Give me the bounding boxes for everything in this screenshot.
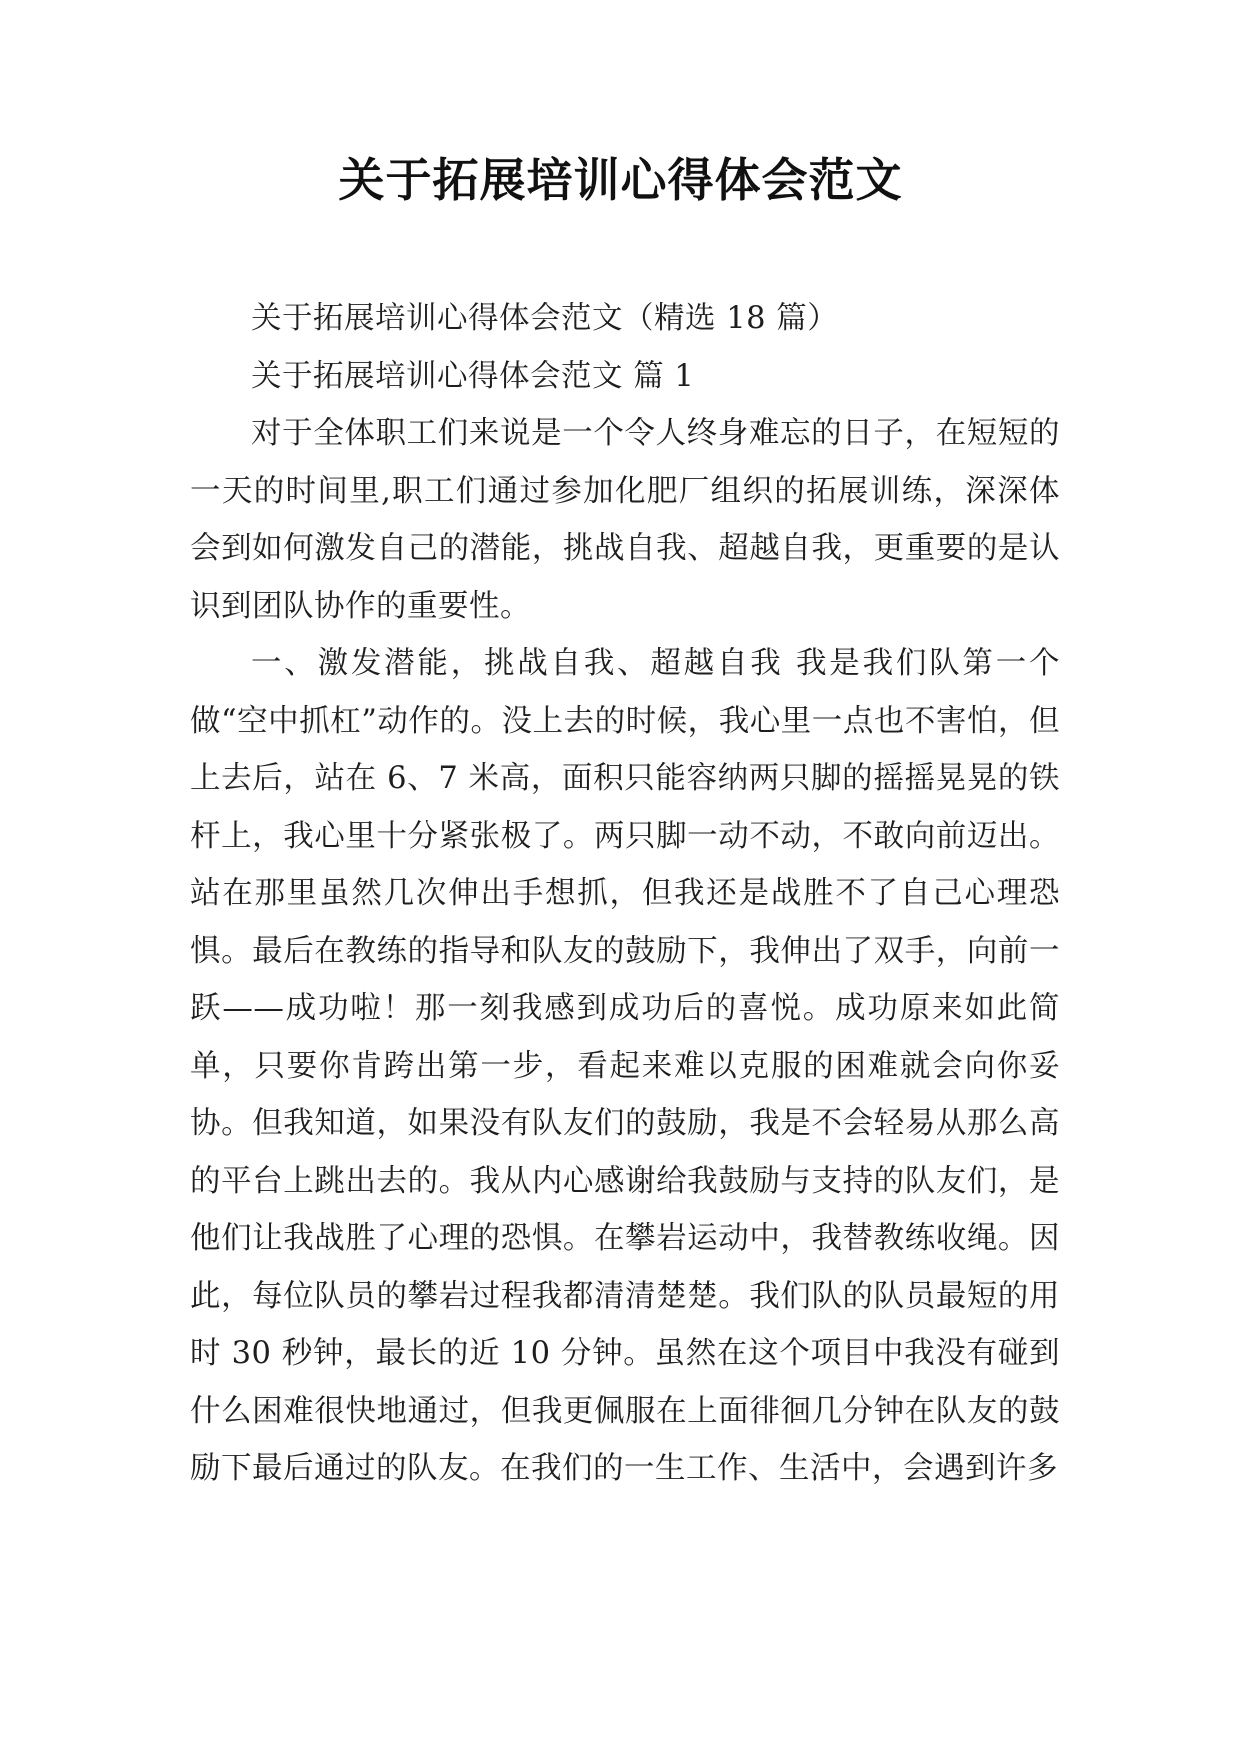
document-body [190,290,1060,1498]
paragraph-intro: 对于全体职工们来说是一个令人终身难忘的日子，在短短的一天的时间里,职工们通过参加化肥厂组织的拓展训练，深深体会到如何激发自己的潜能，挑战自我、超越自我，更重要的是认识到团队协作的重要性。 [190,416,1060,624]
paragraph-section-heading: 关于拓展培训心得体会范文 篇 1 [251,358,695,394]
document-title: 关于拓展培训心得体会范文 [338,153,903,207]
paragraph-subtitle: 关于拓展培训心得体会范文（精选 18 篇） [251,301,839,336]
paragraph-part-one: 一、激发潜能，挑战自我、超越自我 我是我们队第一个做“空中抓杠”动作的。没上去的时候，我心里一点也不害怕，但上去后，站在 6、7 米高，面积只能容纳两只脚的摇摇晃晃的铁杆上，我心里十分紧张极了。两只脚一动不动，不敢向前迈出。站在那里虽然几次伸出手想抓，但我还是战胜不了自己心理恐惧。最后在教练的指导和队友的鼓励下，我伸出了双手，向前一跃——成功啦！那一刻我感到成功后的喜悦。成功原来如此简单，只要你肯跨出第一步，看起来难以克服的困难就会向你妥协。但我知道，如果没有队友们的鼓励，我是不会轻易从那么高的平台上跳出去的。我从内心感谢给我鼓励与支持的队友们，是他们让我战胜了心理的恐惧。在攀岩运动中，我替教练收绳。因此，每位队员的攀岩过程我都清清楚楚。我们队的队员最短的用时 30 秒钟，最长的近 10 分钟。虽然在这个项目中我没有碰到什么困难很快地通过，但我更佩服在上面徘徊几分钟在队友的鼓励下最后通过的队友。在我们的一生工作、生活中，会遇到许多 [190,646,1060,1486]
